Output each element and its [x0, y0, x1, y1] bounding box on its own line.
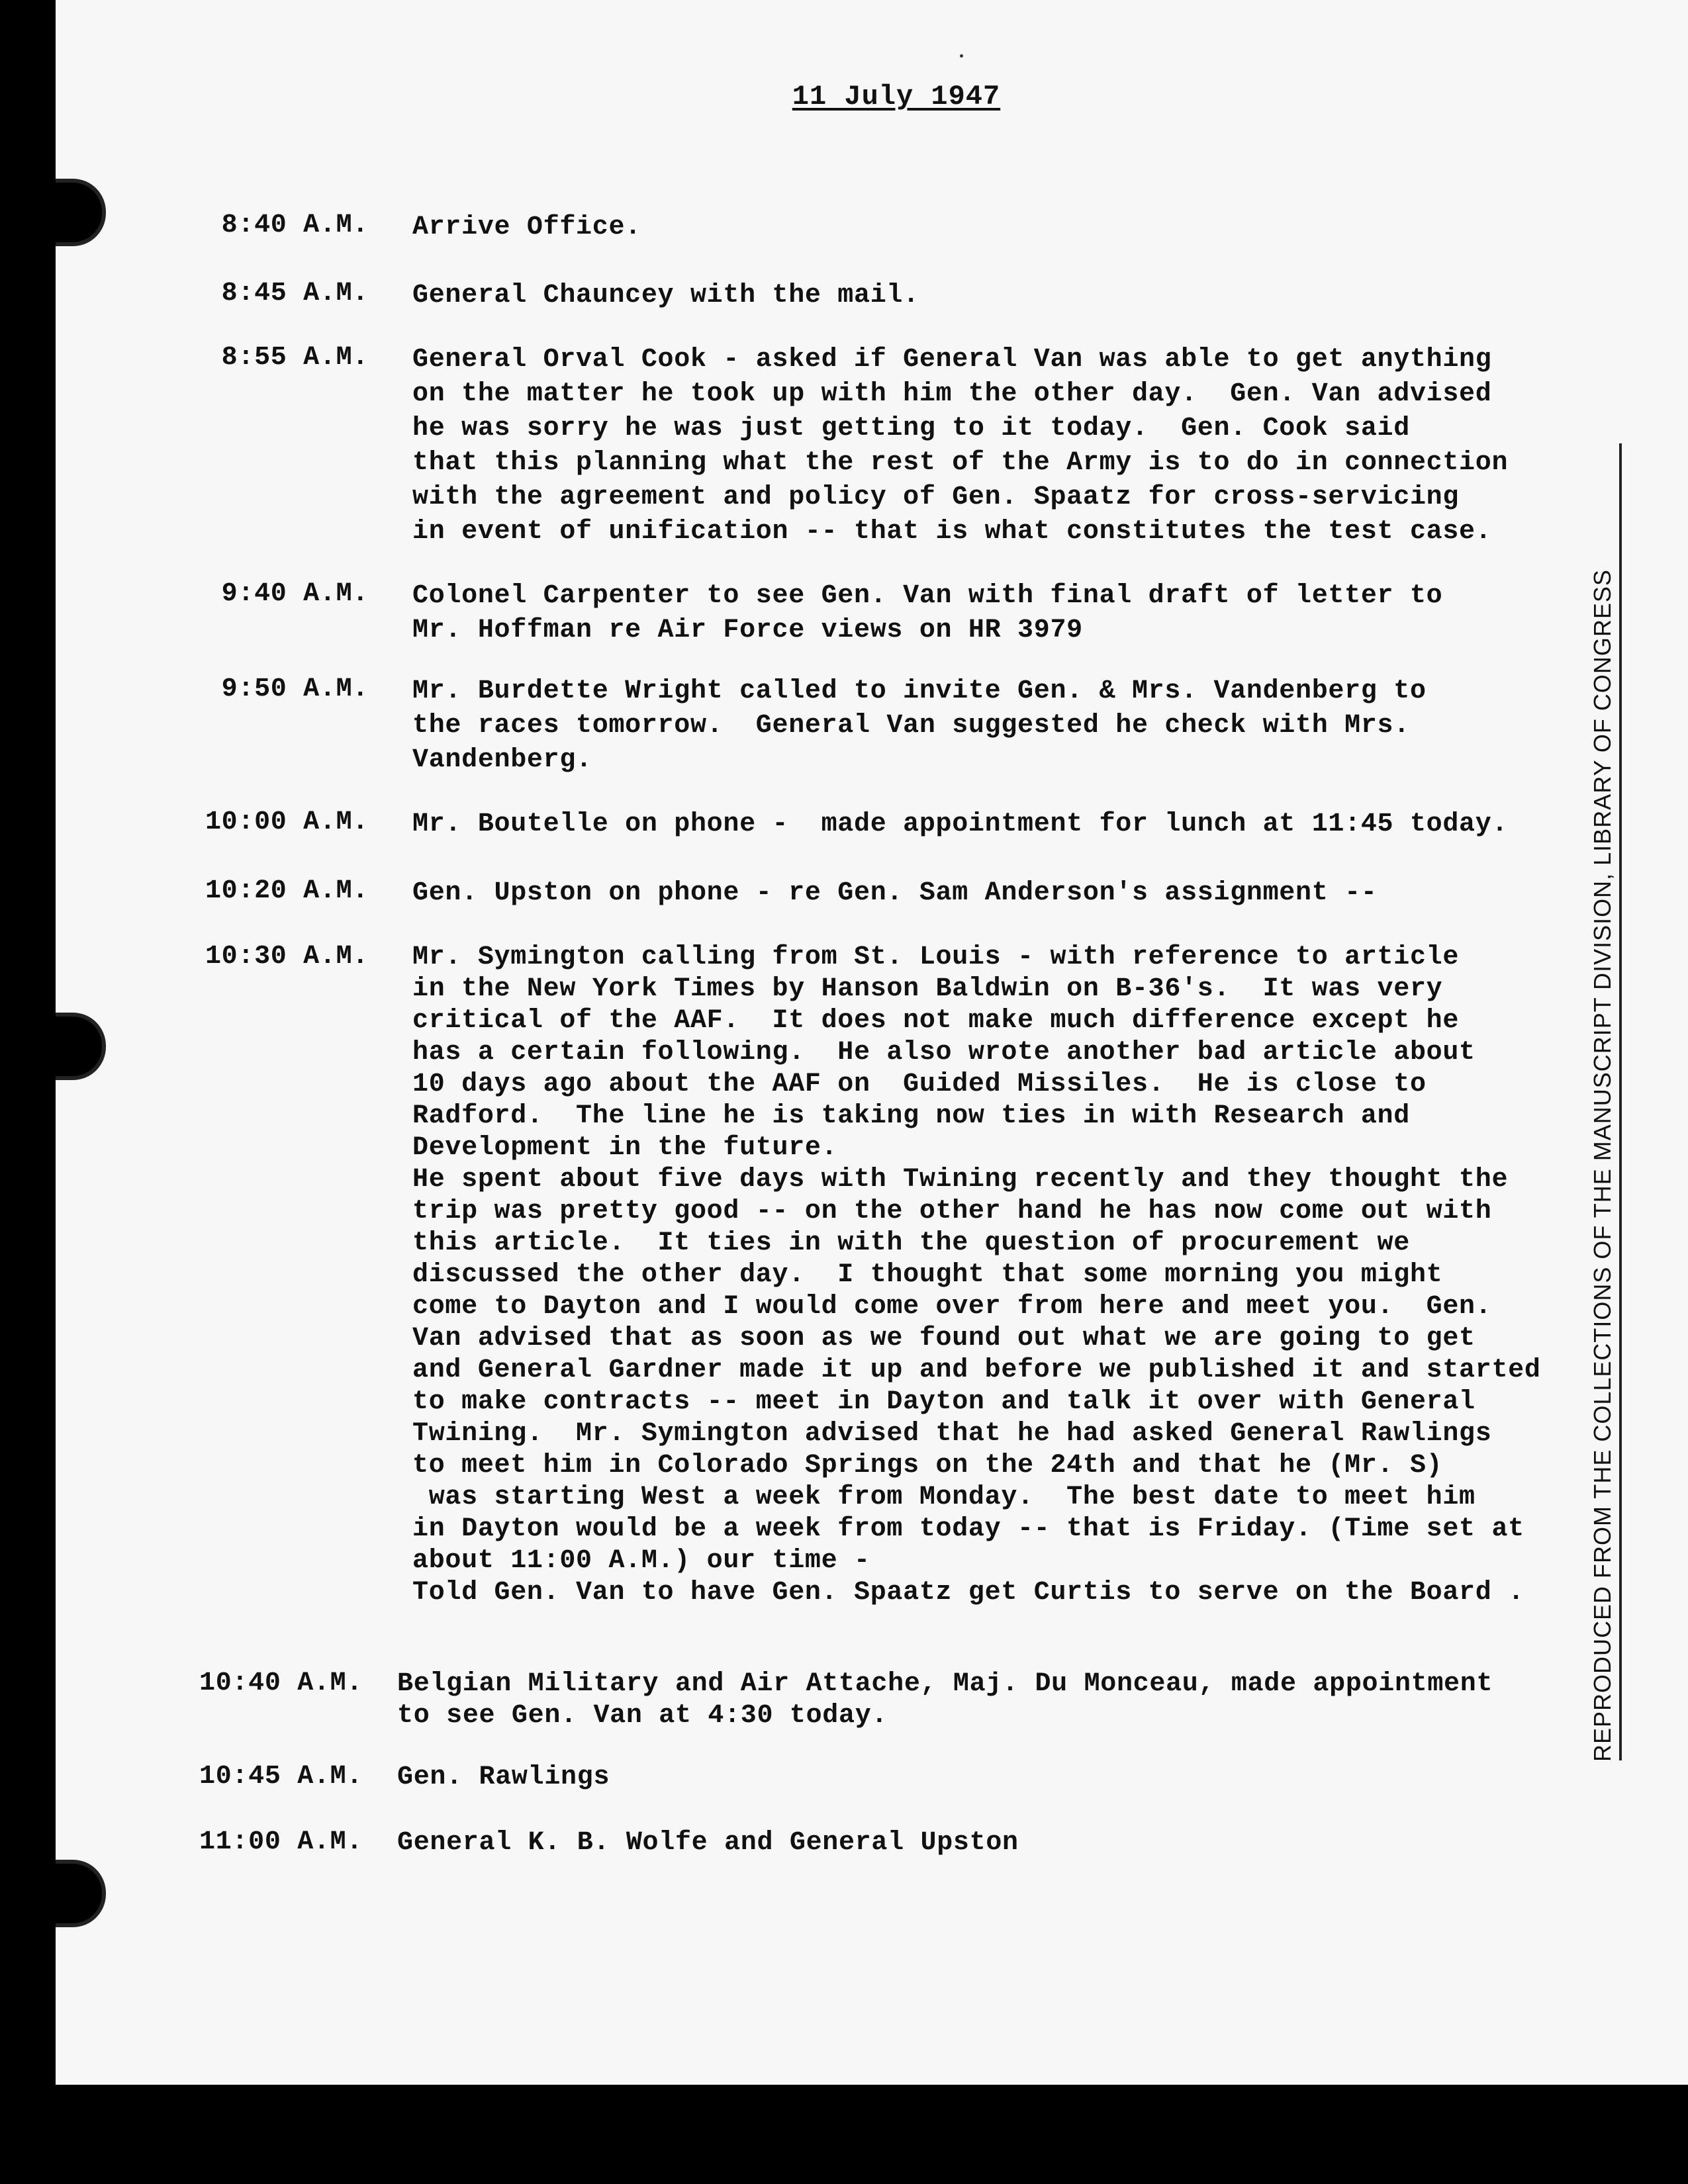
entry-text: Mr. Burdette Wright called to invite Gen. & Mrs. Vandenberg to the races tomorrow. General Van suggested he check with Mrs. Vandenberg. — [412, 676, 1427, 775]
entry-text: Colonel Carpenter to see Gen. Van with final draft of letter to Mr. Hoffman re Air Force views on HR 3979 — [412, 581, 1443, 645]
document-date-heading: 11 July 1947 — [792, 81, 1001, 113]
entry-time: 10:45 A.M. — [199, 1762, 363, 1792]
binder-hole-mark — [56, 1860, 106, 1927]
side-rule — [1619, 443, 1622, 1760]
entry-time: 10:00 A.M. — [205, 807, 369, 837]
document-page — [56, 0, 1688, 2085]
entry-text: Belgian Military and Air Attache, Maj. Du Monceau, made appointment to see Gen. Van at 4:30 today. — [397, 1669, 1493, 1731]
entry-text: General K. B. Wolfe and General Upston — [397, 1828, 1019, 1858]
entry-time: 9:50 A.M. — [221, 674, 369, 704]
entry-time: 11:00 A.M. — [199, 1827, 363, 1857]
entry-time: 8:55 A.M. — [221, 343, 369, 373]
binder-hole-mark — [56, 1013, 106, 1080]
entry-time: 10:30 A.M. — [205, 942, 369, 972]
entry-text: Mr. Symington calling from St. Louis - with reference to article in the New York Times by Hanson Baldwin on B-36's. It was very critical of the AAF. It does not make much difference except he has a certain following. He also wrote another bad article about 10 days ago about the AAF on Guided Missiles. He is close to Radford. The line he is taking now ties in with Research and Development in the future. He spent about five days with Twining recently and they thought the trip was pretty good -- on the other hand he has now come out with this article. It ties in with the question of procurement we discussed the other day. I thought that some morning you might come to Dayton and I would come over from here and meet you. Gen. Van advised that as soon as we found out what we are going to get and General Gardner made it up and before we published it and started to make contracts -- meet in Dayton and talk it over with General Twining. Mr. Symington advised that he had asked General Rawlings to meet him in Colorado Springs on the 24th and that he (Mr. S) was starting West a week from Monday. The best date to meet him in Dayton would be a week from today -- that is Friday. (Time set at about 11:00 A.M.) our time - Told Gen. Van to have Gen. Spaatz get Curtis to serve on the Board . — [412, 942, 1541, 1608]
entry-time: 10:20 A.M. — [205, 876, 369, 906]
entry-time: 8:40 A.M. — [221, 210, 369, 240]
entry-time: 9:40 A.M. — [221, 579, 369, 609]
entry-text: General Chauncey with the mail. — [412, 281, 919, 310]
reproduction-notice: REPRODUCED FROM THE COLLECTIONS OF THE MANUSCRIPT DIVISION, LIBRARY OF CONGRESS — [1589, 569, 1616, 1762]
entry-text: Mr. Boutelle on phone - made appointment for lunch at 11:45 today. — [412, 809, 1509, 839]
entry-time: 10:40 A.M. — [199, 1668, 363, 1698]
speck — [960, 54, 963, 58]
entry-text: General Orval Cook - asked if General Van was able to get anything on the matter he took up with him the other day. Gen. Van advised he was sorry he was just getting to it today. Gen. Cook said that this planning what the rest of the Army is to do in connection with the agreement and policy of Gen. Spaatz for cross-servicing in event of unification -- that is what constitutes the test case. — [412, 345, 1509, 547]
entry-text: Gen. Rawlings — [397, 1762, 610, 1792]
entry-time: 8:45 A.M. — [221, 279, 369, 308]
entry-text: Arrive Office. — [412, 212, 641, 242]
entry-text: Gen. Upston on phone - re Gen. Sam Anderson's assignment -- — [412, 878, 1378, 908]
